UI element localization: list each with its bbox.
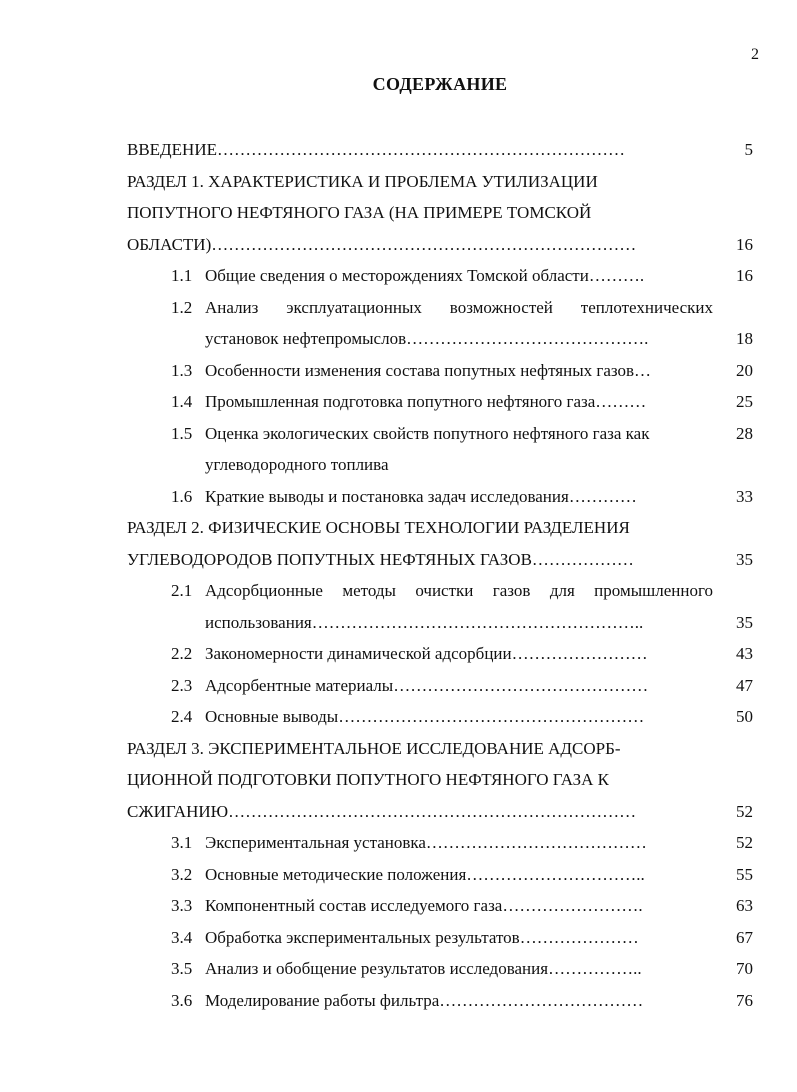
toc-entry-text: Основные выводы……………………………………………… xyxy=(205,707,645,726)
toc-page-number: 70 xyxy=(736,959,753,978)
toc-entry-1-3[interactable] xyxy=(127,355,753,387)
toc-entry-number: 3.3 xyxy=(171,896,193,915)
toc-entry-number: 3.2 xyxy=(171,864,193,884)
toc-entry-number: 2.3 xyxy=(171,675,193,695)
toc-entry-text: Анализ эксплуатационных возможностей теплотехнических xyxy=(205,297,713,317)
toc-entry-text: УГЛЕВОДОРОДОВ ПОПУТНЫХ НЕФТЯНЫХ ГАЗОВ……………… xyxy=(127,549,634,569)
toc-page-number: 52 xyxy=(736,801,753,821)
toc-page-number: 50 xyxy=(736,707,753,726)
toc-entry-number: 1.2 xyxy=(171,297,193,317)
toc-page-number: 63 xyxy=(736,896,753,915)
toc-entry-1-5[interactable] xyxy=(127,418,753,481)
toc-entry-number: 3.5 xyxy=(171,959,193,978)
toc-page-number: 33 xyxy=(736,486,753,506)
toc-entry-3-1[interactable] xyxy=(127,827,753,859)
toc-entry-section-1[interactable] xyxy=(127,166,753,261)
toc-entry-number: 3.1 xyxy=(171,833,193,852)
toc-entry-text: Закономерности динамической адсорбции…………………… xyxy=(205,644,648,663)
toc-entry-section-3[interactable] xyxy=(127,733,753,828)
toc-entry-text: Экспериментальная установка………………………………… xyxy=(205,833,647,852)
toc-page-number: 35 xyxy=(736,549,753,569)
toc-entry-text: ПОПУТНОГО НЕФТЯНОГО ГАЗА (НА ПРИМЕРЕ ТОМСКОЙ xyxy=(127,203,592,222)
toc-entry-1-4[interactable] xyxy=(127,386,753,418)
toc-entry-text: Компонентный состав исследуемого газа……………………. xyxy=(205,896,643,915)
toc-entry-2-3[interactable] xyxy=(127,670,753,702)
toc-entry-text: Обработка экспериментальных результатов………………… xyxy=(205,927,639,947)
toc-entry-number: 2.2 xyxy=(171,644,193,663)
toc-entry-text: ВВЕДЕНИЕ……………………………………………………………… xyxy=(127,140,625,159)
toc-page-number: 47 xyxy=(736,675,753,695)
toc-entry-number: 3.4 xyxy=(171,927,193,947)
toc-entry-2-1[interactable] xyxy=(127,575,753,638)
table-of-contents xyxy=(127,134,753,1016)
toc-page-number: 20 xyxy=(736,360,753,380)
toc-page-number: 55 xyxy=(736,864,753,884)
toc-entry-text: Особенности изменения состава попутных нефтяных газов… xyxy=(205,360,652,380)
toc-entry-3-5[interactable] xyxy=(127,953,753,985)
toc-entry-text: Общие сведения о месторождениях Томской области………. xyxy=(205,266,645,285)
toc-page-number: 28 xyxy=(736,423,753,443)
toc-entry-2-4[interactable] xyxy=(127,701,753,733)
toc-page-number: 76 xyxy=(736,990,753,1010)
toc-entry-text: Основные методические положения………………………….. xyxy=(205,864,645,884)
toc-entry-text: Адсорбционные методы очистки газов для промышленного xyxy=(205,581,713,600)
toc-entry-1-1[interactable] xyxy=(127,260,753,292)
toc-entry-text: ЦИОННОЙ ПОДГОТОВКИ ПОПУТНОГО НЕФТЯНОГО ГАЗА К xyxy=(127,770,609,789)
toc-entry-text: углеводородного топлива xyxy=(205,455,389,474)
toc-entry-number: 1.1 xyxy=(171,266,193,285)
toc-entry-1-6[interactable] xyxy=(127,481,753,513)
toc-entry-text: использования………………………………………………….. xyxy=(205,612,644,632)
toc-entry-2-2[interactable] xyxy=(127,638,753,670)
toc-entry-text: Моделирование работы фильтра……………………………… xyxy=(205,990,644,1010)
toc-entry-text: ОБЛАСТИ)………………………………………………………………… xyxy=(127,234,637,254)
toc-entry-text: Краткие выводы и постановка задач исследования………… xyxy=(205,486,637,506)
toc-entry-number: 3.6 xyxy=(171,990,193,1010)
toc-entry-number: 1.5 xyxy=(171,423,193,443)
toc-entry-section-2[interactable] xyxy=(127,512,753,575)
toc-entry-number: 1.4 xyxy=(171,392,193,411)
toc-page-number: 18 xyxy=(736,329,753,348)
toc-entry-number: 1.6 xyxy=(171,486,193,506)
toc-entry-text: Оценка экологических свойств попутного нефтяного газа как xyxy=(205,423,650,443)
toc-page-number: 16 xyxy=(736,234,753,254)
toc-entry-3-2[interactable] xyxy=(127,859,753,891)
toc-page-number: 35 xyxy=(736,612,753,632)
toc-page-number: 16 xyxy=(736,266,753,285)
toc-entry-3-6[interactable] xyxy=(127,985,753,1017)
toc-page-number: 52 xyxy=(736,833,753,852)
toc-entry-text: Промышленная подготовка попутного нефтяного газа……… xyxy=(205,392,647,411)
toc-entry-number: 1.3 xyxy=(171,360,193,380)
toc-entry-text: РАЗДЕЛ 1. ХАРАКТЕРИСТИКА И ПРОБЛЕМА УТИЛИЗАЦИИ xyxy=(127,171,598,191)
toc-entry-text: Адсорбентные материалы……………………………………… xyxy=(205,675,649,695)
toc-entry-text: Анализ и обобщение результатов исследования…………….. xyxy=(205,959,642,978)
toc-entry-3-3[interactable] xyxy=(127,890,753,922)
toc-page-number: 5 xyxy=(744,140,753,159)
toc-entry-number: 2.1 xyxy=(171,581,193,600)
toc-entry-number: 2.4 xyxy=(171,707,193,726)
toc-page-number: 25 xyxy=(736,392,753,411)
toc-page-number: 67 xyxy=(736,927,753,947)
page-title: СОДЕРЖАНИЕ xyxy=(372,74,508,94)
toc-entry-text: СЖИГАНИЮ……………………………………………………………… xyxy=(127,801,637,821)
toc-entry-introduction[interactable] xyxy=(127,134,753,166)
toc-entry-text: РАЗДЕЛ 2. ФИЗИЧЕСКИЕ ОСНОВЫ ТЕХНОЛОГИИ РАЗДЕЛЕНИЯ xyxy=(127,518,630,537)
toc-page-number: 43 xyxy=(736,644,753,663)
toc-entry-3-4[interactable] xyxy=(127,922,753,954)
toc-entry-text: установок нефтепромыслов……………………………………. xyxy=(205,329,649,348)
toc-entry-text: РАЗДЕЛ 3. ЭКСПЕРИМЕНТАЛЬНОЕ ИССЛЕДОВАНИЕ АДСОРБ- xyxy=(127,738,621,758)
toc-entry-1-2[interactable] xyxy=(127,292,753,355)
page-number: 2 xyxy=(751,46,759,63)
